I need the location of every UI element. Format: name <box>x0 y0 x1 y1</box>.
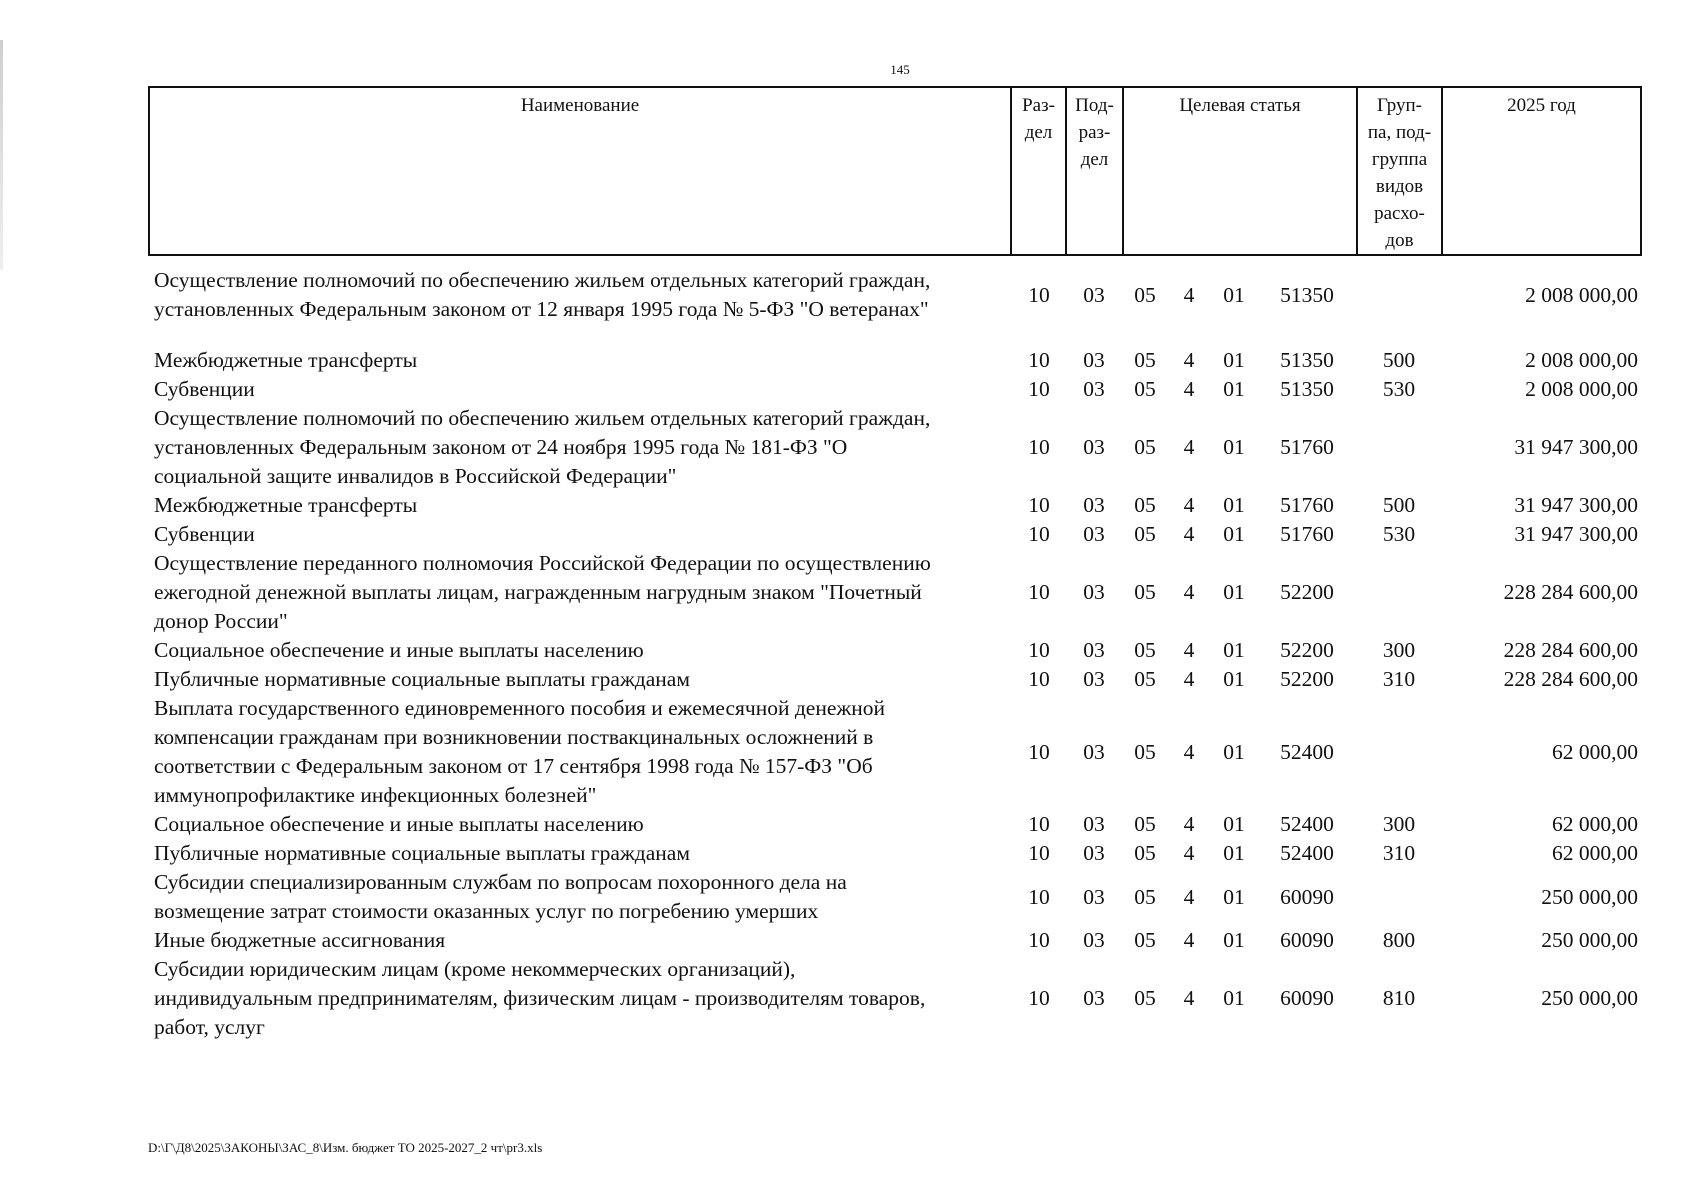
row-podrazdel: 03 <box>1083 435 1105 459</box>
row-expense-group: 300 <box>1382 812 1416 836</box>
row-expense-group: 500 <box>1382 493 1416 517</box>
row-name-line: Осуществление полномочий по обеспечению жильем отдельных категорий граждан, <box>154 268 931 292</box>
table-row <box>148 520 1642 549</box>
row-name <box>148 926 1012 955</box>
table-row <box>148 491 1642 520</box>
row-name-line: Социальное обеспечение и иные выплаты населению <box>154 812 644 836</box>
row-target-code: 52400 <box>1280 841 1334 865</box>
row-podrazdel: 03 <box>1083 928 1105 952</box>
row-amount-2025: 250 000,00 <box>1541 986 1638 1010</box>
row-target-type: 4 <box>1183 812 1195 836</box>
row-target-subprogram: 01 <box>1223 739 1245 764</box>
row-target-type: 4 <box>1183 522 1195 546</box>
row-amount-2025: 228 284 600,00 <box>1503 667 1638 691</box>
row-podrazdel: 03 <box>1083 580 1105 604</box>
row-target-subprogram: 01 <box>1223 377 1245 401</box>
row-name <box>148 636 1012 665</box>
row-target-type: 4 <box>1183 638 1195 662</box>
row-target-type: 4 <box>1183 667 1195 691</box>
header-group-line: Груп- <box>1376 95 1423 116</box>
row-podrazdel: 03 <box>1083 667 1105 691</box>
row-target-type: 4 <box>1183 282 1195 307</box>
row-expense-group: 530 <box>1382 377 1416 401</box>
row-name-line: Субсидии юридическим лицам (кроме некоммерческих организаций), <box>154 957 796 981</box>
row-name <box>148 346 1012 375</box>
row-podrazdel: 03 <box>1083 739 1105 764</box>
table-row <box>148 955 1642 1042</box>
row-target-subprogram: 01 <box>1223 812 1245 836</box>
row-amount-2025: 250 000,00 <box>1541 884 1638 909</box>
row-podrazdel: 03 <box>1083 377 1105 401</box>
row-expense-group: 810 <box>1382 986 1416 1010</box>
row-target-program: 05 <box>1134 739 1156 764</box>
row-amount-2025: 31 947 300,00 <box>1514 493 1638 517</box>
row-name <box>148 868 1012 926</box>
row-expense-group: 300 <box>1382 638 1416 662</box>
row-name-line: индивидуальным предпринимателям, физическим лицам - производителям товаров, <box>154 986 926 1010</box>
row-razdel: 10 <box>1028 928 1050 952</box>
row-expense-group: 530 <box>1382 522 1416 546</box>
row-target-code: 51760 <box>1280 435 1334 459</box>
header-podrazdel-line: раз- <box>1078 122 1111 143</box>
header-group-line: расхо- <box>1374 203 1425 224</box>
row-target-code: 51350 <box>1280 348 1334 372</box>
row-target-subprogram: 01 <box>1223 493 1245 517</box>
row-target-subprogram: 01 <box>1223 841 1245 865</box>
table-row <box>148 810 1642 839</box>
row-target-code: 51760 <box>1280 522 1334 546</box>
row-target-subprogram: 01 <box>1223 928 1245 952</box>
row-target-subprogram: 01 <box>1223 282 1245 307</box>
row-razdel: 10 <box>1028 739 1050 764</box>
row-podrazdel: 03 <box>1083 812 1105 836</box>
row-target-code: 52200 <box>1280 667 1334 691</box>
row-target-type: 4 <box>1183 739 1195 764</box>
header-razdel-line: дел <box>1024 122 1053 143</box>
row-target-code: 52200 <box>1280 638 1334 662</box>
row-podrazdel: 03 <box>1083 282 1105 307</box>
row-amount-2025: 2 008 000,00 <box>1525 282 1638 307</box>
row-target-subprogram: 01 <box>1223 348 1245 372</box>
table-row <box>148 665 1642 694</box>
row-name-line: социальной защите инвалидов в Российской Федерации" <box>154 464 677 488</box>
row-razdel: 10 <box>1028 638 1050 662</box>
row-podrazdel: 03 <box>1083 841 1105 865</box>
header-name: Наименование <box>150 88 1012 254</box>
row-name-line: установленных Федеральным законом от 24 ноября 1995 года № 181-ФЗ "О <box>154 435 848 459</box>
row-razdel: 10 <box>1028 348 1050 372</box>
row-name <box>148 665 1012 694</box>
table-row <box>148 346 1642 375</box>
row-amount-2025: 228 284 600,00 <box>1503 580 1638 604</box>
row-name-line: иммунопрофилактике инфекционных болезней" <box>154 783 597 807</box>
row-razdel: 10 <box>1028 841 1050 865</box>
row-target-program: 05 <box>1134 493 1156 517</box>
row-target-program: 05 <box>1134 812 1156 836</box>
row-target-code: 60090 <box>1280 884 1334 909</box>
row-name-line: работ, услуг <box>154 1015 265 1039</box>
table-body <box>148 266 1642 1042</box>
row-target-type: 4 <box>1183 377 1195 401</box>
header-razdel-line: Раз- <box>1022 95 1055 116</box>
row-target-program: 05 <box>1134 348 1156 372</box>
row-razdel: 10 <box>1028 812 1050 836</box>
row-razdel: 10 <box>1028 580 1050 604</box>
row-name-line: Субвенции <box>154 522 255 546</box>
row-target-type: 4 <box>1183 348 1195 372</box>
row-name <box>148 810 1012 839</box>
row-target-subprogram: 01 <box>1223 638 1245 662</box>
file-path-footer: D:\Г\Д8\2025\ЗАКОНЫ\ЗАС_8\Изм. бюджет ТО 2025-2027_2 чт\pr3.xls <box>148 1140 543 1155</box>
scan-margin-mark <box>0 40 3 270</box>
row-target-type: 4 <box>1183 493 1195 517</box>
row-target-program: 05 <box>1134 841 1156 865</box>
row-target-type: 4 <box>1183 928 1195 952</box>
row-name-line: Субвенции <box>154 377 255 401</box>
row-name <box>148 694 1012 810</box>
row-target-program: 05 <box>1134 638 1156 662</box>
row-target-code: 52400 <box>1280 739 1334 764</box>
row-target-code: 52400 <box>1280 812 1334 836</box>
row-podrazdel: 03 <box>1083 348 1105 372</box>
row-podrazdel: 03 <box>1083 638 1105 662</box>
header-group-line: па, под- <box>1367 122 1432 143</box>
row-amount-2025: 62 000,00 <box>1552 841 1638 865</box>
row-name <box>148 375 1012 404</box>
row-target-subprogram: 01 <box>1223 435 1245 459</box>
row-target-program: 05 <box>1134 522 1156 546</box>
header-group-line: видов <box>1375 176 1424 197</box>
page-number: 145 <box>890 62 910 77</box>
row-target-subprogram: 01 <box>1223 986 1245 1010</box>
row-amount-2025: 31 947 300,00 <box>1514 522 1638 546</box>
row-amount-2025: 2 008 000,00 <box>1525 377 1638 401</box>
row-name <box>148 839 1012 868</box>
header-podrazdel-line: Под- <box>1075 95 1114 116</box>
row-razdel: 10 <box>1028 282 1050 307</box>
row-name-line: Субсидии специализированным службам по вопросам похоронного дела на <box>154 870 847 894</box>
row-target-program: 05 <box>1134 377 1156 401</box>
row-target-program: 05 <box>1134 580 1156 604</box>
row-target-code: 51350 <box>1280 377 1334 401</box>
row-razdel: 10 <box>1028 986 1050 1010</box>
row-razdel: 10 <box>1028 667 1050 691</box>
row-name-line: Иные бюджетные ассигнования <box>154 928 446 952</box>
row-name-line: установленных Федеральным законом от 12 января 1995 года № 5-ФЗ "О ветеранах" <box>154 297 929 321</box>
row-name <box>148 955 1012 1042</box>
row-target-code: 51760 <box>1280 493 1334 517</box>
table-row <box>148 636 1642 665</box>
row-target-subprogram: 01 <box>1223 522 1245 546</box>
row-podrazdel: 03 <box>1083 986 1105 1010</box>
row-name-line: Осуществление полномочий по обеспечению жильем отдельных категорий граждан, <box>154 406 931 430</box>
row-podrazdel: 03 <box>1083 884 1105 909</box>
row-name-line: Осуществление переданного полномочия Российской Федерации по осуществлению <box>154 551 931 575</box>
table-row <box>148 694 1642 810</box>
row-target-code: 52200 <box>1280 580 1334 604</box>
table-header <box>148 86 1642 256</box>
header-podrazdel <box>1067 88 1124 254</box>
table-row <box>148 926 1642 955</box>
header-group-line: группа <box>1371 149 1428 170</box>
row-expense-group: 500 <box>1382 348 1416 372</box>
row-podrazdel: 03 <box>1083 522 1105 546</box>
row-target-type: 4 <box>1183 435 1195 459</box>
row-podrazdel: 03 <box>1083 493 1105 517</box>
row-expense-group: 310 <box>1382 841 1416 865</box>
row-target-code: 60090 <box>1280 928 1334 952</box>
table-row <box>148 266 1642 324</box>
row-target-subprogram: 01 <box>1223 667 1245 691</box>
row-target-code: 51350 <box>1280 282 1334 307</box>
row-name-line: возмещение затрат стоимости оказанных услуг по погребению умерших <box>154 899 819 923</box>
row-target-program: 05 <box>1134 928 1156 952</box>
row-name-line: Межбюджетные трансферты <box>154 493 418 517</box>
header-group <box>1358 88 1443 254</box>
row-razdel: 10 <box>1028 522 1050 546</box>
row-name-line: Выплата государственного единовременного пособия и ежемесячной денежной <box>154 696 885 720</box>
row-target-type: 4 <box>1183 841 1195 865</box>
row-name-line: соответствии с Федеральным законом от 17 сентября 1998 года № 157-ФЗ "Об <box>154 754 873 778</box>
table-row <box>148 375 1642 404</box>
row-expense-group: 800 <box>1382 928 1416 952</box>
row-name-line: Публичные нормативные социальные выплаты гражданам <box>154 841 690 865</box>
row-name-line: Публичные нормативные социальные выплаты гражданам <box>154 667 690 691</box>
row-target-subprogram: 01 <box>1223 580 1245 604</box>
table-row <box>148 549 1642 636</box>
row-name-line: Социальное обеспечение и иные выплаты населению <box>154 638 644 662</box>
row-target-subprogram: 01 <box>1223 884 1245 909</box>
row-name <box>148 520 1012 549</box>
row-razdel: 10 <box>1028 493 1050 517</box>
row-target-type: 4 <box>1183 580 1195 604</box>
row-name <box>148 404 1012 491</box>
row-razdel: 10 <box>1028 377 1050 401</box>
row-amount-2025: 2 008 000,00 <box>1525 348 1638 372</box>
header-target: Целевая статья <box>1124 88 1358 254</box>
table-row <box>148 404 1642 491</box>
row-amount-2025: 228 284 600,00 <box>1503 638 1638 662</box>
row-name-line: компенсации гражданам при возникновении поствакцинальных осложнений в <box>154 725 874 749</box>
row-razdel: 10 <box>1028 884 1050 909</box>
row-amount-2025: 62 000,00 <box>1552 812 1638 836</box>
row-name-line: Межбюджетные трансферты <box>154 348 418 372</box>
row-name <box>148 266 1012 324</box>
row-name <box>148 549 1012 636</box>
row-razdel: 10 <box>1028 435 1050 459</box>
row-target-program: 05 <box>1134 986 1156 1010</box>
row-target-program: 05 <box>1134 667 1156 691</box>
table-row <box>148 839 1642 868</box>
header-year: 2025 год <box>1507 95 1576 116</box>
row-amount-2025: 62 000,00 <box>1552 739 1638 764</box>
row-name-line: донор России" <box>154 609 288 633</box>
row-target-type: 4 <box>1183 884 1195 909</box>
row-target-program: 05 <box>1134 884 1156 909</box>
row-expense-group: 310 <box>1382 667 1416 691</box>
header-razdel <box>1012 88 1067 254</box>
table-row <box>148 868 1642 926</box>
row-target-type: 4 <box>1183 986 1195 1010</box>
header-podrazdel-line: дел <box>1080 149 1109 170</box>
header-group-line: дов <box>1385 230 1414 251</box>
row-target-program: 05 <box>1134 282 1156 307</box>
row-target-code: 60090 <box>1280 986 1334 1010</box>
row-amount-2025: 31 947 300,00 <box>1514 435 1638 459</box>
row-name-line: ежегодной денежной выплаты лицам, награжденным нагрудным знаком "Почетный <box>154 580 922 604</box>
row-amount-2025: 250 000,00 <box>1541 928 1638 952</box>
row-name <box>148 491 1012 520</box>
row-target-program: 05 <box>1134 435 1156 459</box>
